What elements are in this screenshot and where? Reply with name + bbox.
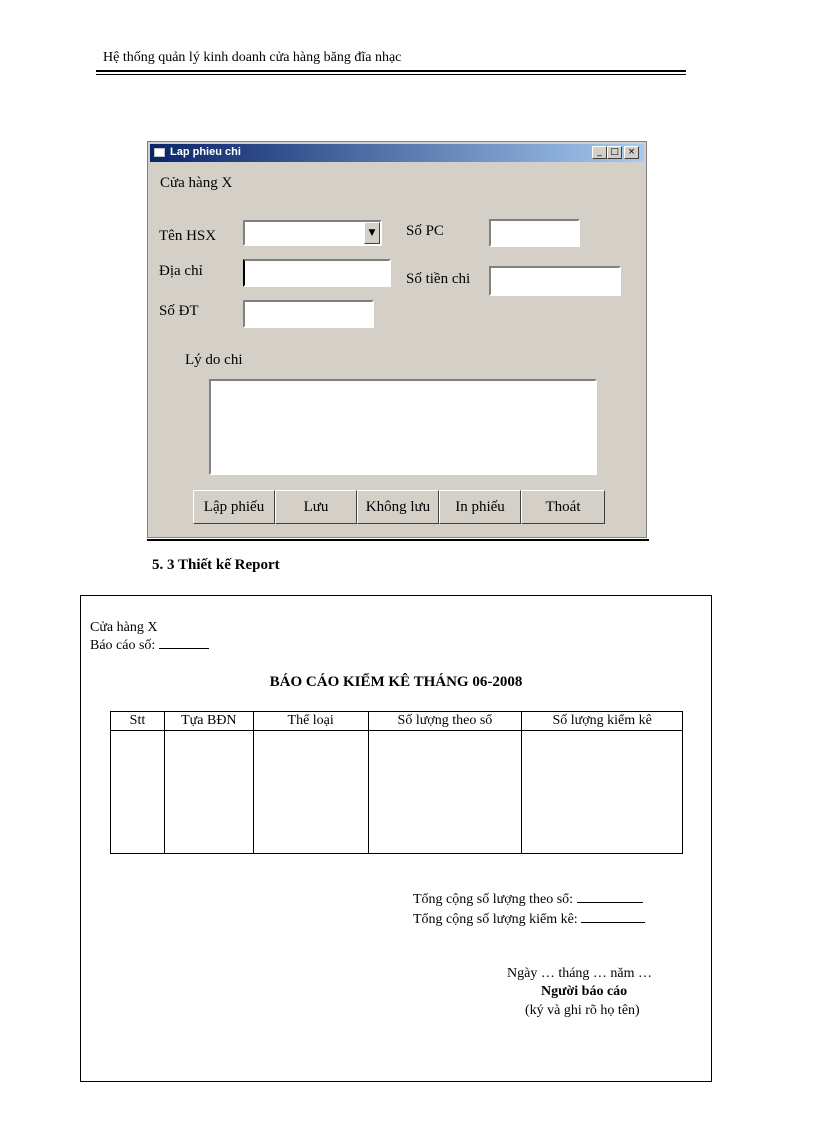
report-number-line — [90, 637, 209, 654]
window-underline — [147, 539, 649, 541]
report-number-label: Báo cáo số: — [90, 638, 156, 653]
so-tien-chi-input[interactable] — [489, 266, 621, 296]
table-cell — [368, 731, 522, 854]
lap-phieu-chi-window — [147, 141, 647, 538]
so-pc-input[interactable] — [489, 219, 580, 247]
col-so-luong-theo-so: Số lượng theo sổ — [368, 712, 522, 731]
report-number-blank — [159, 637, 209, 649]
total-book-line — [413, 891, 643, 908]
in-phieu-button[interactable]: In phiếu — [439, 490, 521, 524]
dia-chi-input[interactable] — [243, 259, 391, 287]
so-tien-chi-label: Số tiền chi — [406, 271, 471, 287]
maximize-button[interactable]: □ — [607, 146, 622, 159]
window-title: Lap phieu chi — [170, 146, 241, 158]
ly-do-chi-label: Lý do chi — [185, 352, 243, 368]
table-row — [111, 731, 683, 854]
col-tua-bdn: Tựa BĐN — [164, 712, 253, 731]
inventory-table — [110, 711, 683, 854]
document-header: Hệ thống quản lý kinh doanh cửa hàng băng đĩa nhạc — [103, 50, 402, 65]
table-header-row — [111, 712, 683, 731]
total-count-line — [413, 911, 645, 928]
signer-title: Người báo cáo — [541, 984, 628, 999]
col-so-luong-kiem-ke: Số lượng kiểm kê — [522, 712, 683, 731]
command-bar — [193, 490, 605, 524]
header-rule-thin — [96, 74, 686, 75]
section-title: 5. 3 Thiết kế Report — [152, 557, 280, 573]
ten-hsx-label: Tên HSX — [159, 228, 217, 244]
col-the-loai: Thể loại — [253, 712, 368, 731]
date-line: Ngày … tháng … năm … — [507, 966, 653, 981]
store-label: Cửa hàng X — [160, 175, 233, 191]
report-title: BÁO CÁO KIỂM KÊ THÁNG 06-2008 — [269, 674, 523, 690]
table-cell — [111, 731, 165, 854]
form-icon — [154, 148, 165, 157]
so-dt-label: Số ĐT — [159, 303, 199, 319]
total-book-blank — [577, 891, 643, 903]
table-cell — [253, 731, 368, 854]
close-button[interactable]: × — [624, 146, 639, 159]
table-cell — [522, 731, 683, 854]
lap-phieu-button[interactable]: Lập phiếu — [193, 490, 275, 524]
luu-button[interactable]: Lưu — [275, 490, 357, 524]
total-book-label: Tổng cộng số lượng theo sổ: — [413, 892, 574, 907]
total-count-label: Tổng cộng số lượng kiểm kê: — [413, 912, 578, 927]
ten-hsx-combo[interactable] — [243, 220, 382, 246]
dia-chi-label: Địa chỉ — [159, 263, 203, 279]
combo-dropdown-icon[interactable]: ▼ — [364, 222, 380, 244]
report-store: Cửa hàng X — [90, 620, 158, 635]
khong-luu-button[interactable]: Không lưu — [357, 490, 439, 524]
so-dt-input[interactable] — [243, 300, 374, 328]
so-pc-label: Số PC — [406, 223, 444, 239]
ly-do-chi-textarea[interactable] — [209, 379, 597, 475]
sign-note: (ký và ghi rõ họ tên) — [525, 1003, 640, 1018]
col-stt: Stt — [111, 712, 165, 731]
thoat-button[interactable]: Thoát — [521, 490, 605, 524]
total-count-blank — [581, 911, 645, 923]
header-rule-thick — [96, 70, 686, 72]
table-cell — [164, 731, 253, 854]
minimize-button[interactable]: _ — [592, 146, 607, 159]
